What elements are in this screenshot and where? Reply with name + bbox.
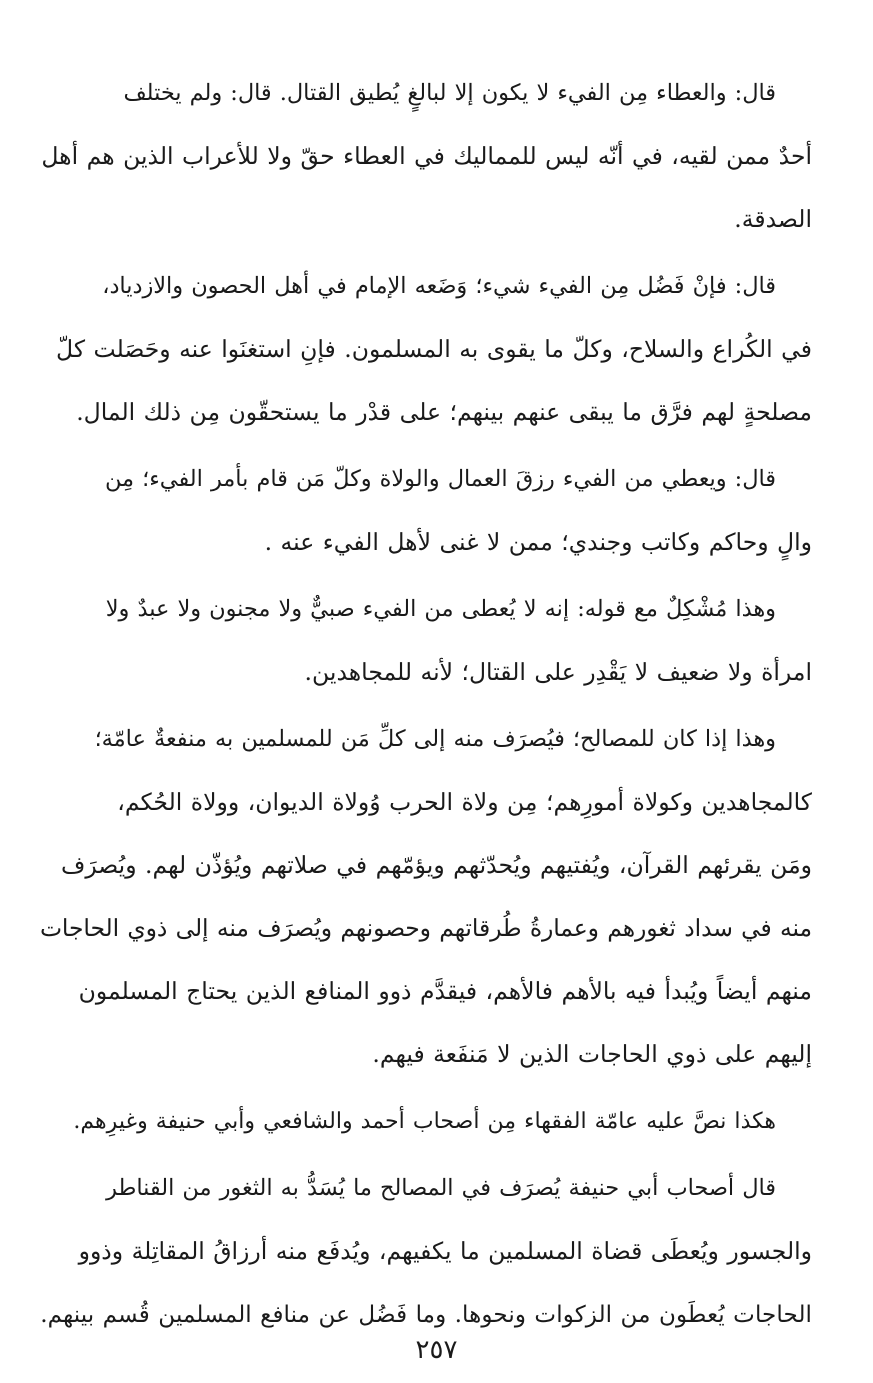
paragraph: [40, 255, 812, 444]
paragraph: [40, 1157, 812, 1346]
text-line: أحدٌ ممن لقيه، في أنّه ليس للمماليك في العطاء حقّ ولا للأعراب الذين هم أهل: [41, 142, 812, 170]
text-line: قال: ويعطي من الفيء رزقَ العمال والولاة وكلّ مَن قام بأمر الفيء؛ مِن: [105, 466, 776, 492]
page-body: [40, 62, 812, 1350]
paragraph: [40, 1090, 812, 1153]
text-line: وهذا مُشْكِلٌ مع قوله: إنه لا يُعطى من الفيء صبيٌّ ولا مجنون ولا عبدٌ ولا: [105, 596, 776, 622]
text-line: كالمجاهدين وكولاة أمورِهم؛ مِن ولاة الحرب وُولاة الديوان، وولاة الحُكم،: [117, 788, 812, 816]
text-line: منه في سداد ثغورهم وعمارةُ طُرقاتهم وحصونهم ويُصرَف منه إلى ذوي الحاجات: [40, 915, 812, 942]
text-line: في الكُراع والسلاح، وكلّ ما يقوى به المسلمون. فإنِ استغنَوا عنه وحَصَلت كلّ: [56, 335, 812, 363]
text-line: إليهم على ذوي الحاجات الذين لا مَنفَعة فيهم.: [372, 1040, 812, 1068]
page-number: ٢٥٧: [415, 1335, 458, 1365]
text-line: قال: والعطاء مِن الفيء لا يكون إلا لبالغٍ يُطيق القتال. قال: ولم يختلف: [123, 80, 776, 106]
text-line: الصدقة.: [734, 205, 812, 233]
text-line: هكذا نصَّ عليه عامّة الفقهاء مِن أصحاب أحمد والشافعي وأبي حنيفة وغيرِهم.: [73, 1108, 776, 1134]
text-line: قال أصحاب أبي حنيفة يُصرَف في المصالح ما يُسَدُّ به الثغور من القناطر: [106, 1175, 776, 1201]
text-line: منهم أيضاً ويُبدأ فيه بالأهم فالأهم، فيقدَّم ذوو المنافع الذين يحتاج المسلمون: [78, 977, 812, 1005]
text-line: الحاجات يُعطَون من الزكوات ونحوها. وما فَضُل عن منافع المسلمين قُسم بينهم.: [40, 1301, 812, 1328]
text-line: قال: فإنْ فَضُل مِن الفيء شيء؛ وَضَعه الإمام في أهل الحصون والازدياد،: [102, 273, 776, 299]
paragraph: [40, 708, 812, 1086]
text-line: مصلحةٍ لهم فرَّق ما يبقى عنهم بينهم؛ على قدْر ما يستحقّون مِن ذلك المال.: [76, 398, 812, 426]
text-line: والٍ وحاكم وكاتب وجندي؛ ممن لا غنى لأهل الفيء عنه .: [264, 528, 812, 556]
text-line: والجسور ويُعطَى قضاة المسلمين ما يكفيهم، ويُدفَع منه أرزاقُ المقاتِلة وذوو: [78, 1237, 812, 1265]
paragraph: [40, 448, 812, 574]
text-line: امرأة ولا ضعيف لا يَقْدِر على القتال؛ لأنه للمجاهدين.: [304, 658, 812, 686]
paragraph: [40, 62, 812, 251]
text-line: وهذا إذا كان للمصالح؛ فيُصرَف منه إلى كلِّ مَن للمسلمين به منفعةٌ عامّة؛: [94, 726, 776, 752]
text-line: ومَن يقرئهم القرآن، ويُفتيهم ويُحدّثهم ويؤمّهم في صلاتهم ويُؤذّن لهم. ويُصرَف: [60, 851, 812, 879]
paragraph: [40, 578, 812, 704]
